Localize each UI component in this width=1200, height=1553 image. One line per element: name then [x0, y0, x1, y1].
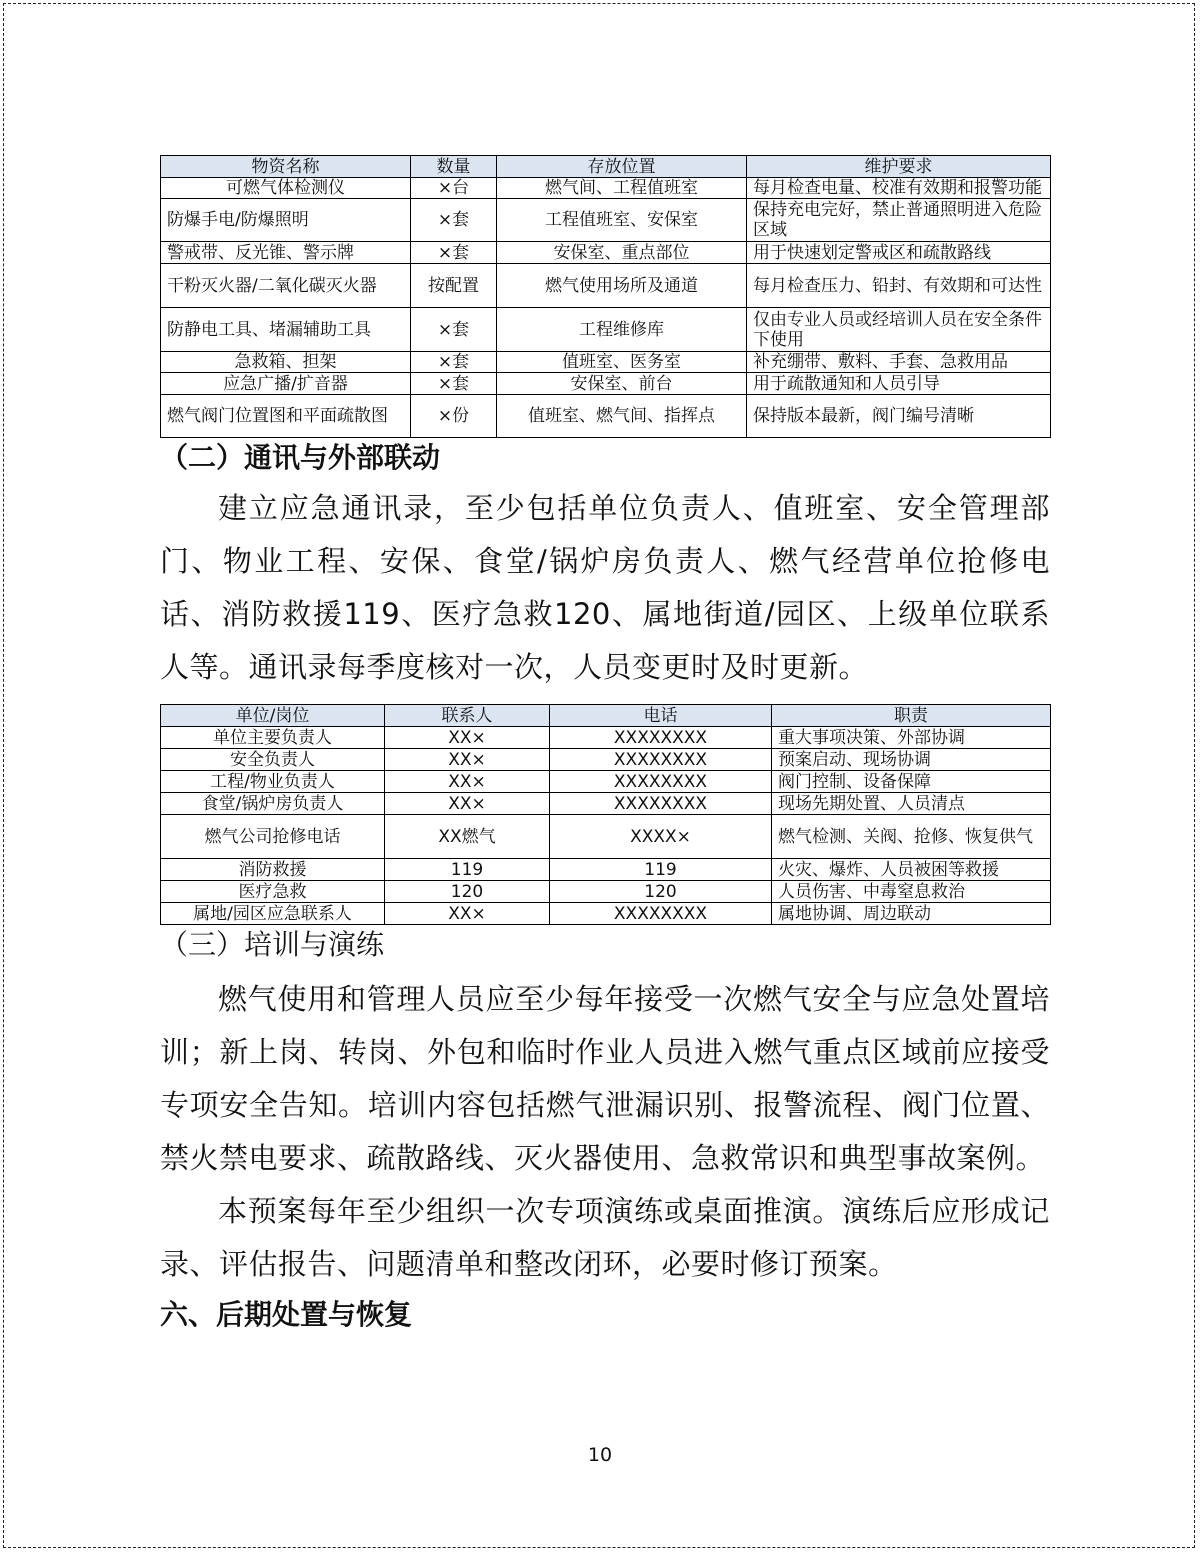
table-row [161, 727, 1051, 749]
table-row [161, 242, 1051, 264]
table-row [161, 815, 1051, 859]
table-cell: 工程值班室、安保室 [497, 199, 747, 242]
table-cell: XXXXXXXX [550, 749, 772, 771]
table-row [161, 178, 1051, 199]
communications-paragraph: 建立应急通讯录，至少包括单位负责人、值班室、安全管理部门、物业工程、安保、食堂/锅炉房负责人、燃气经营单位抢修电话、消防救援119、医疗急救120、属地街道/园区、上级单位联系人等。通讯录每季度核对一次，人员变更时及时更新。 [160, 491, 1050, 684]
table-cell: XXXXXXXX [550, 793, 772, 815]
table-cell: 火灾、爆炸、人员被困等救援 [772, 859, 1051, 881]
table-cell: 应急广播/扩音器 [161, 373, 411, 395]
table-cell: ×套 [411, 199, 497, 242]
table-cell: XXXXXXXX [550, 727, 772, 749]
section-heading-post-disposal: 六、后期处置与恢复 [160, 1298, 413, 1331]
table-cell: 119 [385, 859, 550, 881]
table-cell: 急救箱、担架 [161, 352, 411, 373]
table-cell: 消防救援 [161, 859, 385, 881]
table-cell: 食堂/锅炉房负责人 [161, 793, 385, 815]
table-cell: ×份 [411, 395, 497, 438]
table-cell: XX× [385, 793, 550, 815]
table-cell: 干粉灭火器/二氧化碳灭火器 [161, 264, 411, 308]
table-cell: 燃气间、工程值班室 [497, 178, 747, 199]
supplies-header-name: 物资名称 [161, 156, 411, 178]
table-row [161, 264, 1051, 308]
table-cell: 预案启动、现场协调 [772, 749, 1051, 771]
table-row [161, 859, 1051, 881]
table-cell: 属地协调、周边联动 [772, 903, 1051, 925]
table-cell: 每月检查压力、铅封、有效期和可达性 [747, 264, 1051, 308]
table-cell: XX× [385, 903, 550, 925]
section-heading-training: （三）培训与演练 [160, 928, 385, 961]
supplies-header-maintenance: 维护要求 [747, 156, 1051, 178]
supplies-header-location: 存放位置 [497, 156, 747, 178]
table-cell: 120 [550, 881, 772, 903]
table-cell: 燃气使用场所及通道 [497, 264, 747, 308]
table-row [161, 749, 1051, 771]
table-row [161, 308, 1051, 352]
table-cell: 防爆手电/防爆照明 [161, 199, 411, 242]
page-number: 10 [587, 1444, 613, 1466]
contacts-header-unit: 单位/岗位 [161, 705, 385, 727]
table-cell: 按配置 [411, 264, 497, 308]
table-cell: XXXX× [550, 815, 772, 859]
drill-paragraph: 本预案每年至少组织一次专项演练或桌面推演。演练后应形成记录、评估报告、问题清单和整改闭环，必要时修订预案。 [160, 1194, 1050, 1281]
supplies-table-header-row [161, 156, 1051, 178]
table-cell: ×套 [411, 373, 497, 395]
table-cell: ×套 [411, 242, 497, 264]
table-cell: 人员伤害、中毒窒息救治 [772, 881, 1051, 903]
table-cell: 用于快速划定警戒区和疏散路线 [747, 242, 1051, 264]
table-cell: XX× [385, 749, 550, 771]
table-cell: 燃气阀门位置图和平面疏散图 [161, 395, 411, 438]
table-cell: 工程维修库 [497, 308, 747, 352]
table-cell: 120 [385, 881, 550, 903]
table-cell: 用于疏散通知和人员引导 [747, 373, 1051, 395]
contacts-header-phone: 电话 [550, 705, 772, 727]
table-cell: 燃气公司抢修电话 [161, 815, 385, 859]
table-cell: ×套 [411, 352, 497, 373]
table-cell: 警戒带、反光锥、警示牌 [161, 242, 411, 264]
table-cell: XX× [385, 771, 550, 793]
contacts-header-duty: 职责 [772, 705, 1051, 727]
table-cell: 单位主要负责人 [161, 727, 385, 749]
table-cell: 可燃气体检测仪 [161, 178, 411, 199]
table-cell: 工程/物业负责人 [161, 771, 385, 793]
table-row [161, 373, 1051, 395]
table-cell: 医疗急救 [161, 881, 385, 903]
table-cell: 值班室、医务室 [497, 352, 747, 373]
table-cell: 119 [550, 859, 772, 881]
table-cell: 保持充电完好，禁止普通照明进入危险区域 [747, 199, 1051, 242]
table-cell: 燃气检测、关阀、抢修、恢复供气 [772, 815, 1051, 859]
table-row [161, 395, 1051, 438]
table-cell: 值班室、燃气间、指挥点 [497, 395, 747, 438]
table-cell: 安保室、前台 [497, 373, 747, 395]
table-cell: 防静电工具、堵漏辅助工具 [161, 308, 411, 352]
supplies-header-quantity: 数量 [411, 156, 497, 178]
table-row [161, 793, 1051, 815]
table-cell: 安全负责人 [161, 749, 385, 771]
table-cell: 每月检查电量、校准有效期和报警功能 [747, 178, 1051, 199]
table-cell: 补充绷带、敷料、手套、急救用品 [747, 352, 1051, 373]
table-cell: XX× [385, 727, 550, 749]
page-content [160, 155, 1050, 1335]
table-cell: 保持版本最新，阀门编号清晰 [747, 395, 1051, 438]
table-cell: 安保室、重点部位 [497, 242, 747, 264]
table-row [161, 199, 1051, 242]
table-cell: ×套 [411, 308, 497, 352]
table-cell: 现场先期处置、人员清点 [772, 793, 1051, 815]
table-cell: 重大事项决策、外部协调 [772, 727, 1051, 749]
section-heading-communications: （二）通讯与外部联动 [160, 441, 441, 474]
table-row [161, 903, 1051, 925]
table-cell: 属地/园区应急联系人 [161, 903, 385, 925]
table-cell: 阀门控制、设备保障 [772, 771, 1051, 793]
table-cell: 仅由专业人员或经培训人员在安全条件下使用 [747, 308, 1051, 352]
table-row [161, 881, 1051, 903]
contacts-table [160, 704, 1051, 925]
training-paragraph: 燃气使用和管理人员应至少每年接受一次燃气安全与应急处置培训；新上岗、转岗、外包和临时作业人员进入燃气重点区域前应接受专项安全告知。培训内容包括燃气泄漏识别、报警流程、阀门位置、禁火禁电要求、疏散路线、灭火器使用、急救常识和典型事故案例。 [160, 982, 1050, 1175]
table-row [161, 771, 1051, 793]
table-cell: ×台 [411, 178, 497, 199]
supplies-table [160, 155, 1051, 438]
table-cell: XX燃气 [385, 815, 550, 859]
table-row [161, 352, 1051, 373]
contacts-table-header-row [161, 705, 1051, 727]
contacts-header-contact: 联系人 [385, 705, 550, 727]
table-cell: XXXXXXXX [550, 771, 772, 793]
table-cell: XXXXXXXX [550, 903, 772, 925]
